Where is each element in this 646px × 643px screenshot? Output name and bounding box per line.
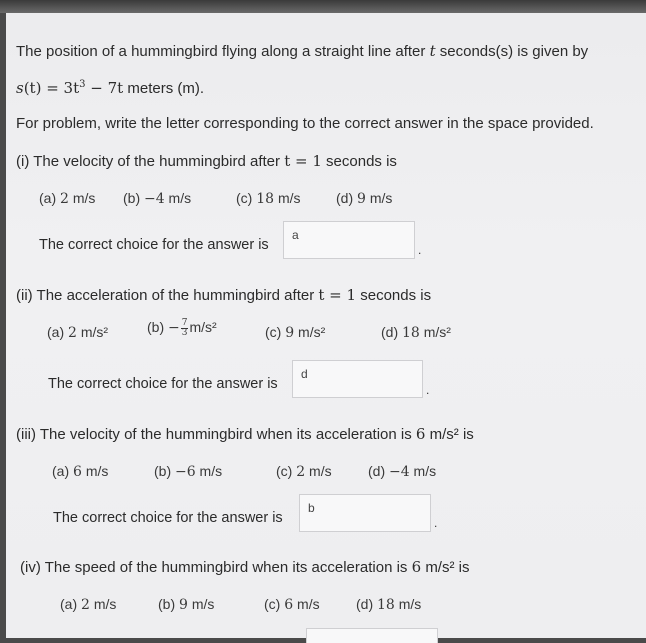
q2-prompt-tail: seconds is (360, 287, 432, 304)
q3-option-d: (d) −4 m/s (368, 463, 437, 480)
q2-option-b: (b) − $\frac{7}{3}$ m/s² (147, 318, 217, 338)
function-arg: (t) (23, 79, 42, 97)
q2-condition: t = 1 (318, 286, 357, 304)
q4-option-b: (b) 9 m/s (158, 596, 215, 613)
q3-condition: 6 (415, 425, 426, 443)
q3-option-c: (c) 2 m/s (276, 463, 332, 480)
q1-answer-label: The correct choice for the answer is (39, 237, 269, 253)
question-4-prompt (20, 558, 469, 576)
q1-answer-input[interactable] (283, 221, 415, 259)
q2-answer-input[interactable] (292, 360, 423, 398)
q2-option-b-fraction: $\frac{7}{3}$ (181, 318, 188, 338)
function-units: meters (m). (127, 80, 205, 97)
q1-option-c: (c) 18 m/s (236, 190, 301, 207)
question-1-prompt (16, 152, 397, 170)
q2-answer-value: d (301, 367, 308, 381)
instructions: For problem, write the letter corresponding to the correct answer in the space provided. (16, 115, 594, 132)
q1-prompt-text: (i) The velocity of the hummingbird after (16, 153, 281, 170)
q4-option-c: (c) 6 m/s (264, 596, 320, 613)
q1-period: . (418, 243, 422, 257)
intro-text: The position of a hummingbird flying along a straight line after (16, 43, 426, 60)
q2-prompt-text: (ii) The acceleration of the hummingbird after (16, 287, 315, 304)
q4-option-d: (d) 18 m/s (356, 596, 422, 613)
q4-condition: 6 (411, 558, 422, 576)
q3-period: . (434, 516, 438, 530)
function-term-2: − 7t (85, 79, 124, 97)
q4-option-a: (a) 2 m/s (60, 596, 117, 613)
question-2-prompt (16, 286, 431, 304)
q1-option-a: (a) 2 m/s (39, 190, 96, 207)
question-page (6, 13, 646, 638)
q3-answer-value: b (308, 501, 315, 515)
position-function (16, 79, 204, 97)
q3-answer-input[interactable] (299, 494, 431, 532)
q3-prompt-tail: m/s² is (429, 426, 474, 443)
q1-condition: t = 1 (284, 152, 322, 170)
q2-option-d: (d) 18 m/s² (381, 324, 451, 341)
q4-answer-input[interactable] (306, 628, 438, 643)
q2-option-a: (a) 2 m/s² (47, 324, 109, 341)
q2-answer-label: The correct choice for the answer is (48, 376, 278, 392)
q2-option-c: (c) 9 m/s² (265, 324, 326, 341)
q3-answer-label: The correct choice for the answer is (53, 510, 283, 526)
q3-option-b: (b) −6 m/s (154, 463, 223, 480)
question-3-prompt (16, 425, 474, 443)
q1-option-d: (d) 9 m/s (336, 190, 393, 207)
time-variable: t (429, 42, 436, 60)
intro-text-tail: seconds(s) is given by (439, 43, 589, 60)
function-term-1: = 3t (41, 79, 80, 97)
q1-answer-value: a (292, 228, 299, 242)
q3-option-a: (a) 6 m/s (52, 463, 109, 480)
q4-prompt-text: (iv) The speed of the hummingbird when its acceleration is (20, 559, 408, 576)
function-name: s (16, 79, 24, 97)
q3-prompt-text: (iii) The velocity of the hummingbird when its acceleration is (16, 426, 412, 443)
q1-option-b: (b) −4 m/s (123, 190, 192, 207)
browser-top-edge (0, 0, 646, 13)
q4-prompt-tail: m/s² is (425, 559, 470, 576)
q2-period: . (426, 383, 430, 397)
function-exponent: 3 (79, 79, 86, 90)
intro-line-1 (16, 42, 588, 60)
q1-prompt-tail: seconds is (326, 153, 397, 170)
